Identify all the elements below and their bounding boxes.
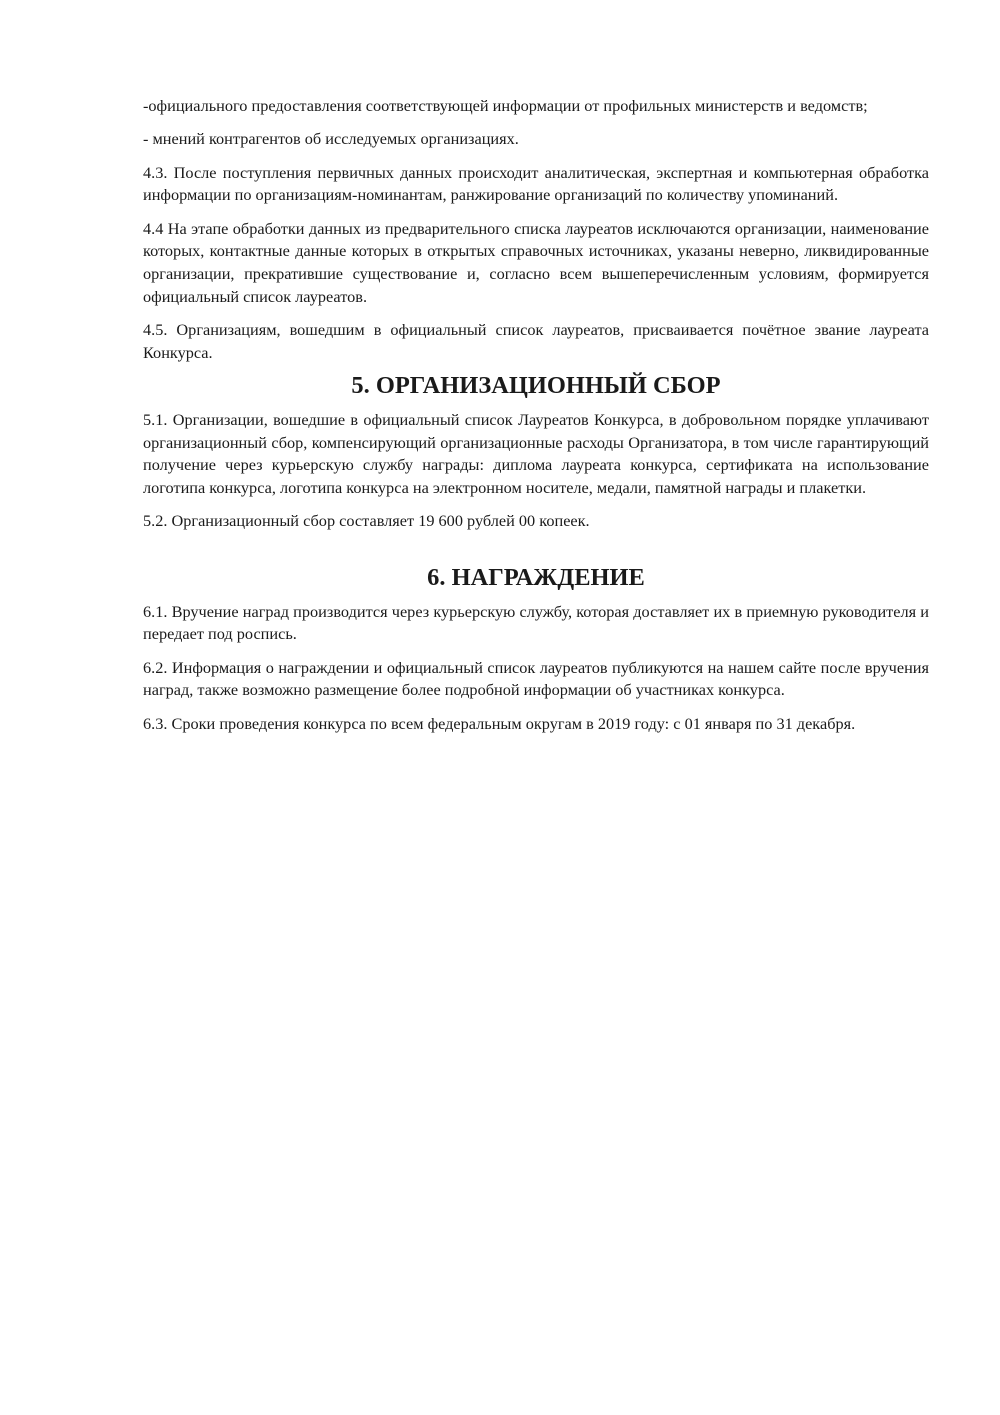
paragraph-4-4: 4.4 На этапе обработки данных из предварительного списка лауреатов исключаются организации, наименование которых, контактные данные которых в открытых справочных источниках, указаны неверно, ликвидированные организации, прекратившие существование и, согласно всем вышеперечисленным условиям, формируется официальный список лауреатов. <box>143 218 929 307</box>
section-5-heading: 5. ОРГАНИЗАЦИОННЫЙ СБОР <box>351 372 721 400</box>
paragraph-contractor-opinions: - мнений контрагентов об исследуемых организациях. <box>143 129 519 149</box>
paragraph-5-2: 5.2. Организационный сбор составляет 19 600 рублей 00 копеек. <box>143 511 590 531</box>
paragraph-6-1: 6.1. Вручение наград производится через курьерскую службу, которая доставляет их в приемную руководителя и передает под роспись. <box>143 601 929 644</box>
paragraph-6-2: 6.2. Информация о награждении и официальный список лауреатов публикуются на нашем сайте после вручения наград, также возможно размещение более подробной информации об участниках конкурса. <box>143 657 929 700</box>
paragraph-5-1: 5.1. Организации, вошедшие в официальный список Лауреатов Конкурса, в добровольном порядке уплачивают организационный сбор, компенсирующий организационные расходы Организатора, в том числе гарантирующий получение через курьерскую службу награды: диплома лауреата конкурса, сертификата на использование логотипа конкурса, логотипа конкурса на электронном носителе, медали, памятной награды и плакетки. <box>143 409 929 498</box>
paragraph-4-5: 4.5. Организациям, вошедшим в официальный список лауреатов, присваивается почётное звание лауреата Конкурса. <box>143 320 929 363</box>
document-page <box>143 95 929 746</box>
paragraph-4-3: 4.3. После поступления первичных данных происходит аналитическая, экспертная и компьютерная обработка информации по организациям-номинантам, ранжирование организаций по количеству упоминаний. <box>143 162 929 205</box>
section-6-heading: 6. НАГРАЖДЕНИЕ <box>427 564 645 592</box>
paragraph-6-3: 6.3. Сроки проведения конкурса по всем федеральным округам в 2019 году: с 01 января по 31 декабря. <box>143 713 856 733</box>
paragraph-official-info: -официального предоставления соответствующей информации от профильных министерств и ведомств; <box>143 96 868 115</box>
